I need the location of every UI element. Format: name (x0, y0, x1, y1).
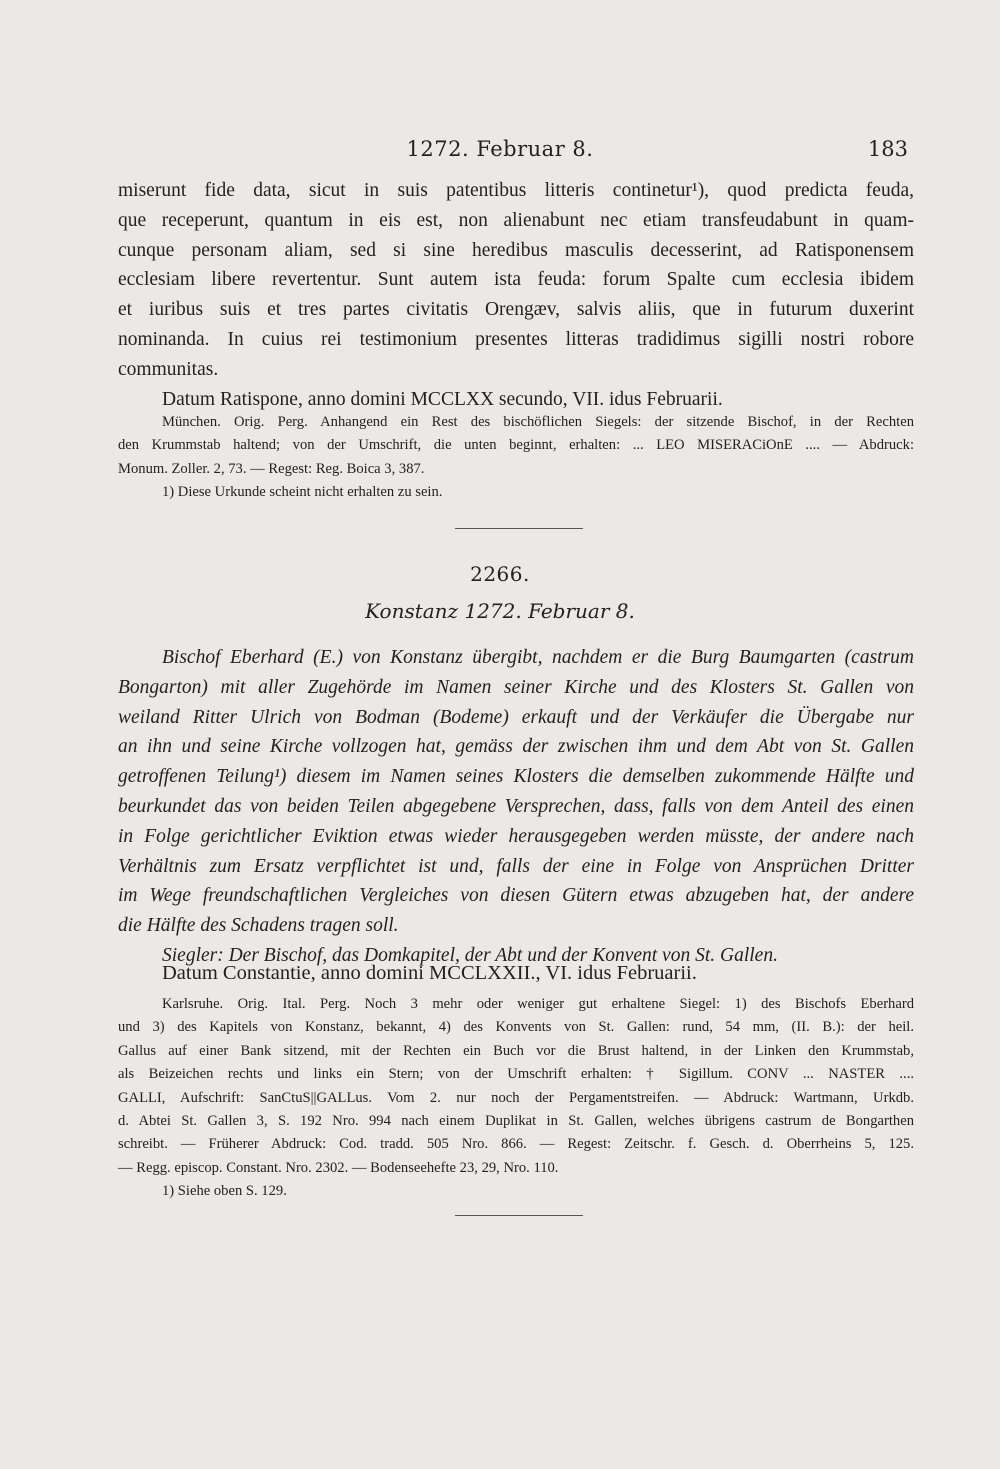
regest-line: die Hälfte des Schadens tragen soll. (118, 915, 399, 937)
text-line: et iuribus suis et tres partes civitatis Orengæv, salvis aliis, que in futurum duxerint (118, 299, 914, 321)
note-line: München. Orig. Perg. Anhangend ein Rest des bischöflichen Siegels: der sitzende Bischof, in der Rechten (162, 414, 914, 430)
header-date: 1272. Februar 8. (406, 137, 594, 161)
note-line: Monum. Zoller. 2, 73. — Regest: Reg. Boica 3, 387. (118, 460, 425, 477)
note-line: d. Abtei St. Gallen 3, S. 192 Nro. 994 nach einem Duplikat in St. Gallen, welches übrigens castrum de Bongarthen (118, 1113, 914, 1130)
note-line: Gallus auf einer Bank sitzend, mit der Rechten ein Buch vor die Brust haltend, in der Linken den Krummstab, (118, 1042, 914, 1059)
note-line: und 3) des Kapitels von Konstanz, bekannt, 4) des Konvents von St. Gallen: rund, 54 mm, (II. B.): der heil. (118, 1019, 914, 1036)
doc1-notes (118, 411, 914, 505)
document-number: 2266. (470, 562, 530, 586)
regest-line: in Folge gerichtlicher Eviktion etwas wieder herausgegeben werden müsste, der andere nach (118, 825, 914, 847)
regest-line: Bischof Eberhard (E.) von Konstanz übergibt, nachdem er die Burg Baumgarten (castrum (162, 647, 914, 668)
regest-line: beurkundet das von beiden Teilen abgegebene Versprechen, dass, falls von dem Anteil des einen (118, 795, 914, 817)
regest-line: getroffenen Teilung¹) diesem im Namen seines Klosters die demselben zukommende Hälfte und (118, 766, 914, 788)
section-divider (455, 1215, 583, 1216)
regest (118, 643, 914, 971)
note-line: — Regg. episcop. Constant. Nro. 2302. — Bodenseehefte 23, 29, Nro. 110. (118, 1159, 559, 1176)
note-line: GALLI, Aufschrift: SanCtuS||GALLus. Vom 2. nur noch der Pergamentstreifen. — Abdruck: Wartmann, Urkdb. (118, 1089, 914, 1106)
place-date: Konstanz 1272. Februar 8. (365, 599, 635, 623)
doc1-text (118, 176, 914, 414)
regest-line: weiland Ritter Ulrich von Bodman (Bodeme) erkauft und der Verkäufer die Übergabe nur (118, 706, 914, 728)
regest-line: im Wege freundschaftlichen Vergleiches von diesen Gütern etwas abzugeben hat, der andere (118, 885, 914, 907)
datum-line: Datum Ratispone, anno domini MCCLXX secundo, VII. idus Februarii. (162, 388, 723, 410)
text-line: nominanda. In cuius rei testimonium presentes litteras tradidimus sigilli nostri robore (118, 328, 914, 350)
note-line: Karlsruhe. Orig. Ital. Perg. Noch 3 mehr oder weniger gut erhaltene Siegel: 1) des Bischofs Eberhard (162, 996, 914, 1012)
text-line: que receperunt, quantum in eis est, non alienabunt nec etiam transfeudabunt in quam- (118, 209, 914, 231)
siegler-line: Siegler: Der Bischof, das Domkapitel, der Abt und der Konvent von St. Gallen. (162, 944, 778, 966)
regest-line: Bongarton) mit aller Zugehörde im Namen seiner Kirche und des Klosters St. Gallen von (118, 676, 914, 698)
text-line: miserunt fide data, sicut in suis patentibus litteris continetur¹), quod predicta feuda, (118, 180, 914, 201)
footnote: 1) Diese Urkunde scheint nicht erhalten zu sein. (162, 484, 443, 501)
note-line: schreibt. — Früherer Abdruck: Cod. tradd. 505 Nro. 866. — Regest: Zeitschr. f. Gesch. d. Oberrheins 5, 125. (118, 1136, 914, 1153)
regest-line: Verhältnis zum Ersatz verpflichtet ist und, falls der eine in Folge von Ansprüchen Dritter (118, 855, 914, 877)
text-line: communitas. (118, 358, 219, 380)
datum-line-2266: Datum Constantie, anno domini MCCLXXII., VI. idus Februarii. (162, 962, 697, 984)
note-line: den Krummstab haltend; von der Umschrift, die unten beginnt, erhalten: ... LEO MISERACiOnE .... — Abdruck: (118, 437, 914, 454)
running-header (0, 137, 1000, 167)
footnote: 1) Siehe oben S. 129. (162, 1183, 287, 1200)
page-number: 183 (867, 137, 908, 161)
note-line: als Beizeichen rechts und links ein Stern; von der Umschrift erhalten: † Sigillum. CONV ... NASTER .... (118, 1066, 914, 1083)
regest-line: an ihn und seine Kirche vollzogen hat, gemäss der zwischen ihm und dem Abt von St. Gallen (118, 736, 914, 758)
text-line: ecclesiam libere revertentur. Sunt autem ista feuda: forum Spalte cum ecclesia ibidem (118, 269, 914, 291)
doc2-notes (118, 993, 914, 1204)
text-line: cunque personam aliam, sed si sine heredibus masculis decesserint, ad Ratisponensem (118, 239, 914, 261)
section-divider (455, 528, 583, 529)
